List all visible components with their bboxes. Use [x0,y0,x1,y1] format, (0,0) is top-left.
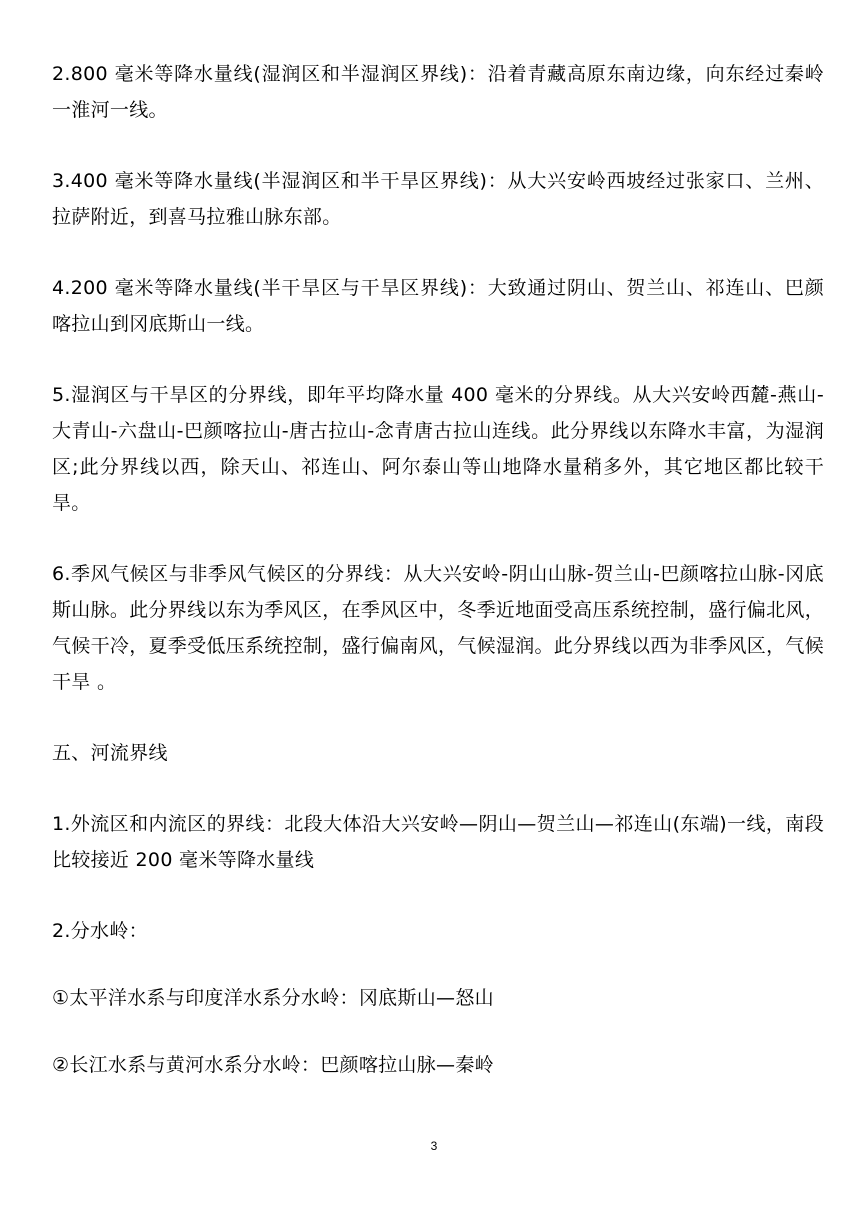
section-heading-river-boundaries: 五、河流界线 [52,742,168,764]
document-page [52,56,824,1118]
paragraph-watershed-pacific-indian: ①太平洋水系与印度洋水系分水岭：冈底斯山—怒山 [52,987,494,1009]
paragraph-watershed-yangtze-yellow: ②长江水系与黄河水系分水岭：巴颜喀拉山脉—秦岭 [52,1054,494,1076]
paragraph-800mm-isohyet: 2.800 毫米等降水量线(湿润区和半湿润区界线)：沿着青藏高原东南边缘，向东经过秦岭一淮河一线。 [52,63,824,121]
paragraph-exterior-interior-drainage: 1.外流区和内流区的界线：北段大体沿大兴安岭—阴山—贺兰山—祁连山(东端)一线，南段比较接近 200 毫米等降水量线 [52,813,824,871]
paragraph-humid-arid-boundary: 5.湿润区与干旱区的分界线，即年平均降水量 400 毫米的分界线。从大兴安岭西麓-燕山-大青山-六盘山-巴颜喀拉山-唐古拉山-念青唐古拉山连线。此分界线以东降水丰富，为湿润区;此分界线以西，除天山、祁连山、阿尔泰山等山地降水量稍多外，其它地区都比较干旱。 [52,384,824,514]
paragraph-400mm-isohyet: 3.400 毫米等降水量线(半湿润区和半干旱区界线)：从大兴安岭西坡经过张家口、兰州、拉萨附近，到喜马拉雅山脉东部。 [52,170,824,228]
paragraph-monsoon-boundary: 6.季风气候区与非季风气候区的分界线：从大兴安岭-阴山山脉-贺兰山-巴颜喀拉山脉-冈底斯山脉。此分界线以东为季风区，在季风区中，冬季近地面受高压系统控制，盛行偏北风，气候干冷，夏季受低压系统控制，盛行偏南风，气候湿润。此分界线以西为非季风区，气候干旱 。 [52,563,825,693]
paragraph-watershed-title: 2.分水岭： [52,920,148,942]
page-number: 3 [430,1139,438,1153]
paragraph-200mm-isohyet: 4.200 毫米等降水量线(半干旱区与干旱区界线)：大致通过阴山、贺兰山、祁连山、巴颜喀拉山到冈底斯山一线。 [52,277,824,335]
